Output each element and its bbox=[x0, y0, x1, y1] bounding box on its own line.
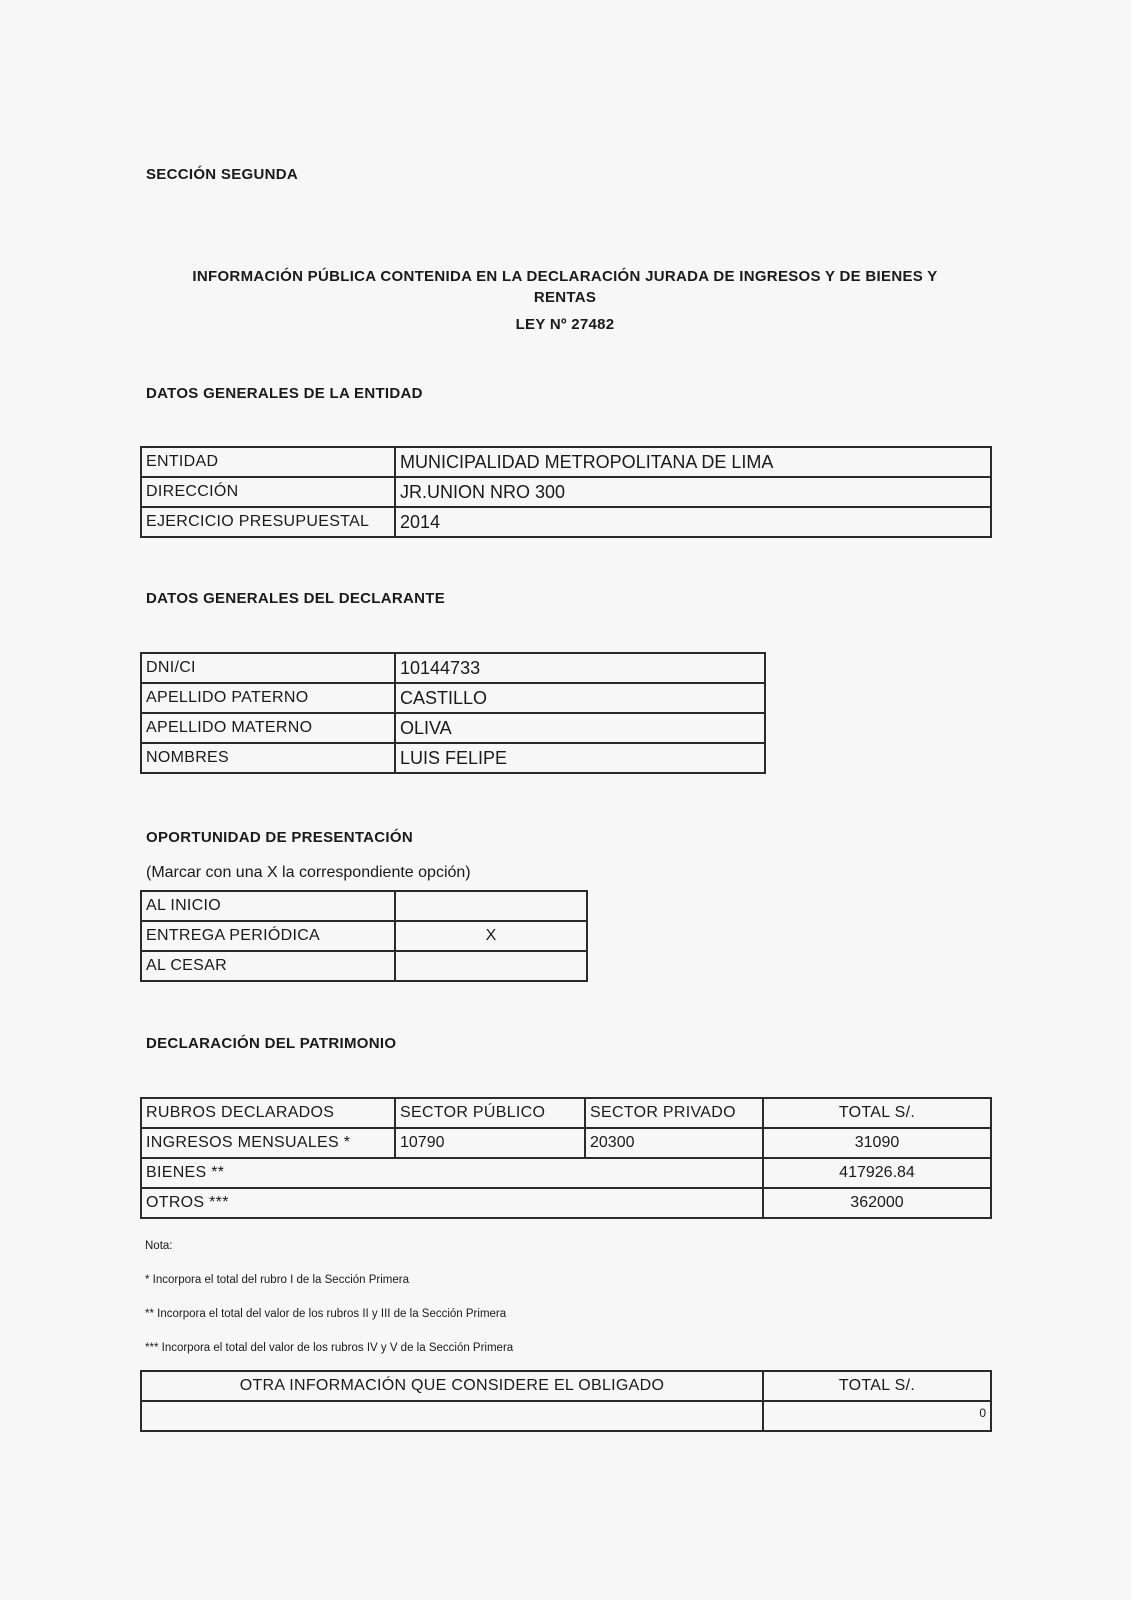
income-private: 20300 bbox=[585, 1128, 763, 1158]
table-row bbox=[141, 1401, 991, 1431]
paternal-surname-value: CASTILLO bbox=[395, 683, 765, 713]
entity-heading: DATOS GENERALES DE LA ENTIDAD bbox=[146, 385, 423, 402]
at-cessation-mark bbox=[395, 951, 587, 981]
assets-total: 417926.84 bbox=[763, 1158, 991, 1188]
dni-value: 10144733 bbox=[395, 653, 765, 683]
opportunity-instruction: (Marcar con una X la correspondiente opción) bbox=[146, 864, 471, 881]
table-row bbox=[141, 683, 765, 713]
at-start-label: AL INICIO bbox=[141, 891, 395, 921]
income-total: 31090 bbox=[763, 1128, 991, 1158]
address-label: DIRECCIÓN bbox=[141, 477, 395, 507]
paternal-surname-label: APELLIDO PATERNO bbox=[141, 683, 395, 713]
table-row bbox=[141, 1128, 991, 1158]
names-label: NOMBRES bbox=[141, 743, 395, 773]
other-info-table bbox=[140, 1370, 992, 1432]
header-private-sector: SECTOR PRIVADO bbox=[585, 1098, 763, 1128]
at-start-mark bbox=[395, 891, 587, 921]
budget-year-label: EJERCICIO PRESUPUESTAL bbox=[141, 507, 395, 537]
income-public: 10790 bbox=[395, 1128, 585, 1158]
patrimony-table bbox=[140, 1097, 992, 1219]
law-number: LEY Nº 27482 bbox=[515, 316, 615, 333]
table-row bbox=[141, 1158, 991, 1188]
maternal-surname-value: OLIVA bbox=[395, 713, 765, 743]
table-row bbox=[141, 507, 991, 537]
table-header-row bbox=[141, 1098, 991, 1128]
header-public-sector: SECTOR PÚBLICO bbox=[395, 1098, 585, 1128]
note-3: *** Incorpora el total del valor de los rubros IV y V de la Sección Primera bbox=[145, 1342, 514, 1354]
note-2: ** Incorpora el total del valor de los rubros II y III de la Sección Primera bbox=[145, 1308, 507, 1320]
table-row bbox=[141, 743, 765, 773]
maternal-surname-label: APELLIDO MATERNO bbox=[141, 713, 395, 743]
patrimony-heading: DECLARACIÓN DEL PATRIMONIO bbox=[146, 1035, 397, 1052]
dni-label: DNI/CI bbox=[141, 653, 395, 683]
periodic-label: ENTREGA PERIÓDICA bbox=[141, 921, 395, 951]
table-row bbox=[141, 921, 587, 951]
header-items: RUBROS DECLARADOS bbox=[141, 1098, 395, 1128]
other-info-header: OTRA INFORMACIÓN QUE CONSIDERE EL OBLIGADO bbox=[141, 1371, 763, 1401]
note-1: * Incorpora el total del rubro I de la Sección Primera bbox=[145, 1274, 409, 1286]
table-row bbox=[141, 447, 991, 477]
periodic-mark: X bbox=[395, 921, 587, 951]
income-label: INGRESOS MENSUALES * bbox=[141, 1128, 395, 1158]
entity-label: ENTIDAD bbox=[141, 447, 395, 477]
section-title: SECCIÓN SEGUNDA bbox=[146, 166, 299, 183]
budget-year-value: 2014 bbox=[395, 507, 991, 537]
at-cessation-label: AL CESAR bbox=[141, 951, 395, 981]
other-info-value bbox=[141, 1401, 763, 1431]
declarant-table bbox=[140, 652, 766, 774]
others-label: OTROS *** bbox=[141, 1188, 763, 1218]
others-total: 362000 bbox=[763, 1188, 991, 1218]
table-row bbox=[141, 477, 991, 507]
assets-label: BIENES ** bbox=[141, 1158, 763, 1188]
table-row bbox=[141, 1188, 991, 1218]
table-row bbox=[141, 951, 587, 981]
main-title-line2: RENTAS bbox=[533, 289, 597, 306]
notes-title: Nota: bbox=[145, 1240, 173, 1252]
header-total: TOTAL S/. bbox=[763, 1098, 991, 1128]
names-value: LUIS FELIPE bbox=[395, 743, 765, 773]
other-info-total-header: TOTAL S/. bbox=[763, 1371, 991, 1401]
other-info-total-value: 0 bbox=[763, 1401, 991, 1431]
main-title-line1: INFORMACIÓN PÚBLICA CONTENIDA EN LA DECLARACIÓN JURADA DE INGRESOS Y DE BIENES Y bbox=[192, 268, 938, 285]
opportunity-table bbox=[140, 890, 588, 982]
declarant-heading: DATOS GENERALES DEL DECLARANTE bbox=[146, 590, 446, 607]
address-value: JR.UNION NRO 300 bbox=[395, 477, 991, 507]
table-header-row bbox=[141, 1371, 991, 1401]
table-row bbox=[141, 891, 587, 921]
opportunity-heading: OPORTUNIDAD DE PRESENTACIÓN bbox=[146, 829, 414, 846]
entity-value: MUNICIPALIDAD METROPOLITANA DE LIMA bbox=[395, 447, 991, 477]
table-row bbox=[141, 713, 765, 743]
table-row bbox=[141, 653, 765, 683]
entity-table bbox=[140, 446, 992, 538]
